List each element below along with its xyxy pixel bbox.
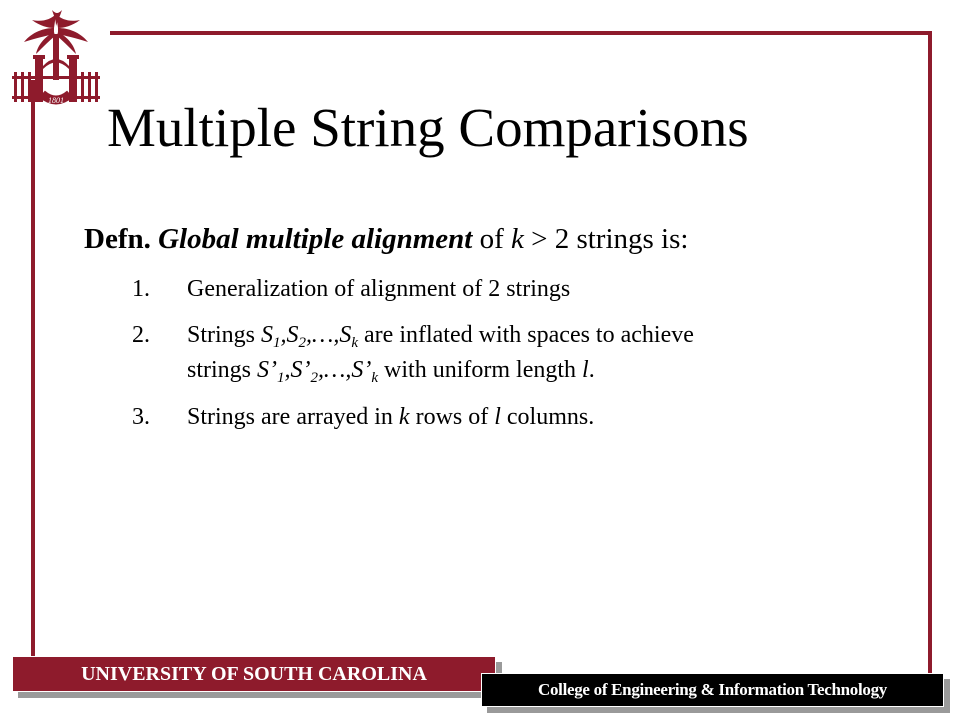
text-fragment: l (582, 357, 589, 383)
definition-term: Global multiple alignment (158, 223, 473, 255)
definition-rest: > 2 strings is: (523, 223, 689, 255)
text-fragment: ,…, (306, 322, 340, 348)
frame-left-border (31, 80, 35, 666)
text-fragment: , (284, 357, 291, 383)
text-fragment: Strings are arrayed in (187, 404, 399, 430)
subscript: 2 (310, 370, 319, 386)
text-fragment: . (588, 357, 595, 383)
list-item-text-line1 (187, 318, 694, 352)
list-item-number: 1. (132, 276, 150, 302)
logo-year-text: 1801 (48, 96, 64, 105)
list-item-number: 3. (132, 404, 150, 430)
definition-of: of (472, 223, 511, 255)
text-fragment: S’ (351, 357, 372, 383)
subscript: k (351, 335, 359, 351)
list-item-text (187, 400, 594, 434)
subscript: k (371, 370, 379, 386)
list-item-number: 2. (132, 322, 150, 348)
subscript: 1 (277, 370, 285, 386)
slide-title: Multiple String Comparisons (107, 97, 749, 158)
list-item-text-line2 (187, 353, 595, 387)
text-fragment: Strings (187, 322, 262, 348)
text-fragment: S (261, 322, 274, 348)
definition-k: k (510, 223, 524, 255)
text-fragment: k (398, 404, 410, 430)
definition-line (84, 219, 688, 259)
list-item-text: Generalization of alignment of 2 strings (187, 276, 571, 302)
text-fragment: S’ (257, 357, 278, 383)
college-banner: College of Engineering & Information Technology (481, 673, 944, 707)
text-fragment: rows of (409, 404, 495, 430)
university-banner: UNIVERSITY OF SOUTH CAROLINA (12, 656, 496, 692)
text-fragment: , (280, 322, 287, 348)
text-fragment: S (286, 322, 299, 348)
text-fragment: are inflated with spaces to achieve (358, 322, 694, 348)
frame-right-border (928, 31, 932, 675)
definition-lead: Defn. (84, 223, 159, 255)
text-fragment: ,…, (318, 357, 352, 383)
text-fragment: with uniform length (378, 357, 583, 383)
text-fragment: S (339, 322, 352, 348)
subscript: 2 (298, 335, 307, 351)
text-fragment: strings (187, 357, 258, 383)
frame-top-border (110, 31, 932, 35)
text-fragment: S’ (290, 357, 311, 383)
subscript: 1 (273, 335, 281, 351)
text-fragment: columns. (500, 404, 595, 430)
text-fragment: l (494, 404, 501, 430)
usc-palmetto-seal-icon (6, 6, 106, 116)
